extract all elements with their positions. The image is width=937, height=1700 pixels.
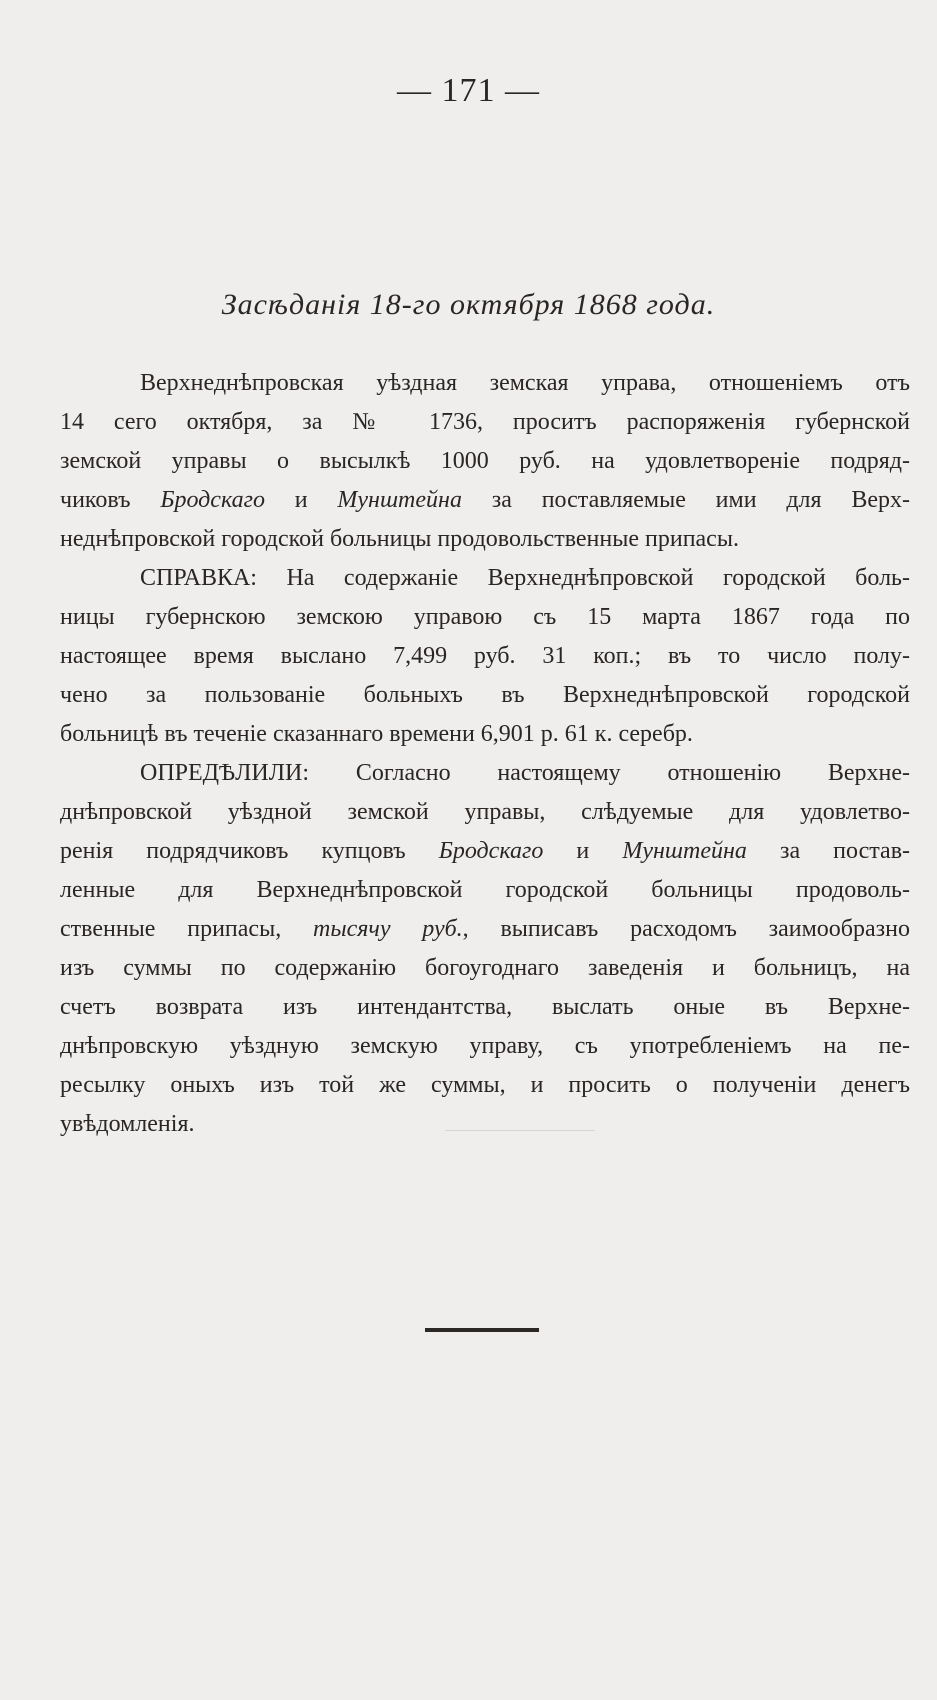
- paragraph-request: [60, 364, 911, 559]
- paragraph-reference: [60, 559, 910, 754]
- session-heading: Засѣданія 18-го октября 1868 года.: [221, 288, 716, 321]
- contractor-name-brodsky: Бродскаго: [438, 838, 544, 864]
- text-line: ленные для Верхнеднѣпровской городской больницы продоволь-: [60, 877, 910, 903]
- text-line: СПРАВКА: На содержаніе Верхнеднѣпровской городской боль-: [140, 565, 910, 591]
- paragraph-resolution: [60, 754, 911, 1144]
- text-line: ресылку оныхъ изъ той же суммы, и просить о полученіи денегъ: [60, 1072, 910, 1098]
- text-fragment: и: [264, 487, 338, 513]
- text-line: 14 сего октября, за № 1736, проситъ распоряженія губернской: [60, 409, 910, 435]
- text-line: ницы губернскою земскою управою съ 15 марта 1867 года по: [60, 604, 910, 630]
- text-fragment: чиковъ: [60, 487, 161, 513]
- text-line: днѣпровскую уѣздную земскую управу, съ употребленіемъ на пе-: [60, 1033, 910, 1059]
- section-divider: [425, 1328, 539, 1332]
- contractor-name-munshtein: Мунштейна: [622, 838, 747, 864]
- amount-italic: тысячу руб.: [312, 916, 463, 942]
- text-line: ОПРЕДѢЛИЛИ: Согласно настоящему отношенію Верхне-: [140, 760, 910, 786]
- text-fragment: ственные припасы,: [60, 916, 313, 942]
- text-line: настоящее время выслано 7,499 руб. 31 коп.; въ то число полу-: [60, 643, 910, 669]
- text-line: изъ суммы по содержанію богоугоднаго заведенія и больницъ, на: [60, 955, 910, 981]
- text-fragment: за поставляемые ими для Верх-: [461, 487, 911, 513]
- contractor-name-brodsky: Бродскаго: [160, 487, 265, 513]
- text-fragment: ренія подрядчиковъ купцовъ: [60, 838, 439, 864]
- bleed-through-rule: [445, 1130, 595, 1131]
- text-line: земской управы о высылкѣ 1000 руб. на удовлетвореніе подряд-: [60, 448, 910, 474]
- page-number: — 171 —: [397, 72, 540, 109]
- text-line: больницѣ въ теченіе сказаннаго времени 6,901 р. 61 к. серебр.: [60, 721, 693, 747]
- text-line: счетъ возврата изъ интендантства, выслать оные въ Верхне-: [60, 994, 910, 1020]
- text-line: Верхнеднѣпровская уѣздная земская управа, отношеніемъ отъ: [140, 370, 910, 396]
- text-line: [60, 832, 910, 871]
- text-line: чено за пользованіе больныхъ въ Верхнеднѣпровской городской: [60, 682, 910, 708]
- text-line: [60, 910, 910, 949]
- text-line: днѣпровской уѣздной земской управы, слѣдуемые для удовлетво-: [60, 799, 910, 825]
- text-fragment: и: [543, 838, 623, 864]
- text-fragment: за постав-: [746, 838, 911, 864]
- text-fragment: , выписавъ расходомъ заимообразно: [462, 916, 910, 942]
- contractor-name-munshtein: Мунштейна: [337, 487, 462, 513]
- text-line: увѣдомленія.: [60, 1111, 195, 1137]
- text-line: [60, 481, 910, 520]
- text-line: неднѣпровской городской больницы продовольственные припасы.: [60, 526, 739, 552]
- body-text: [60, 364, 911, 1144]
